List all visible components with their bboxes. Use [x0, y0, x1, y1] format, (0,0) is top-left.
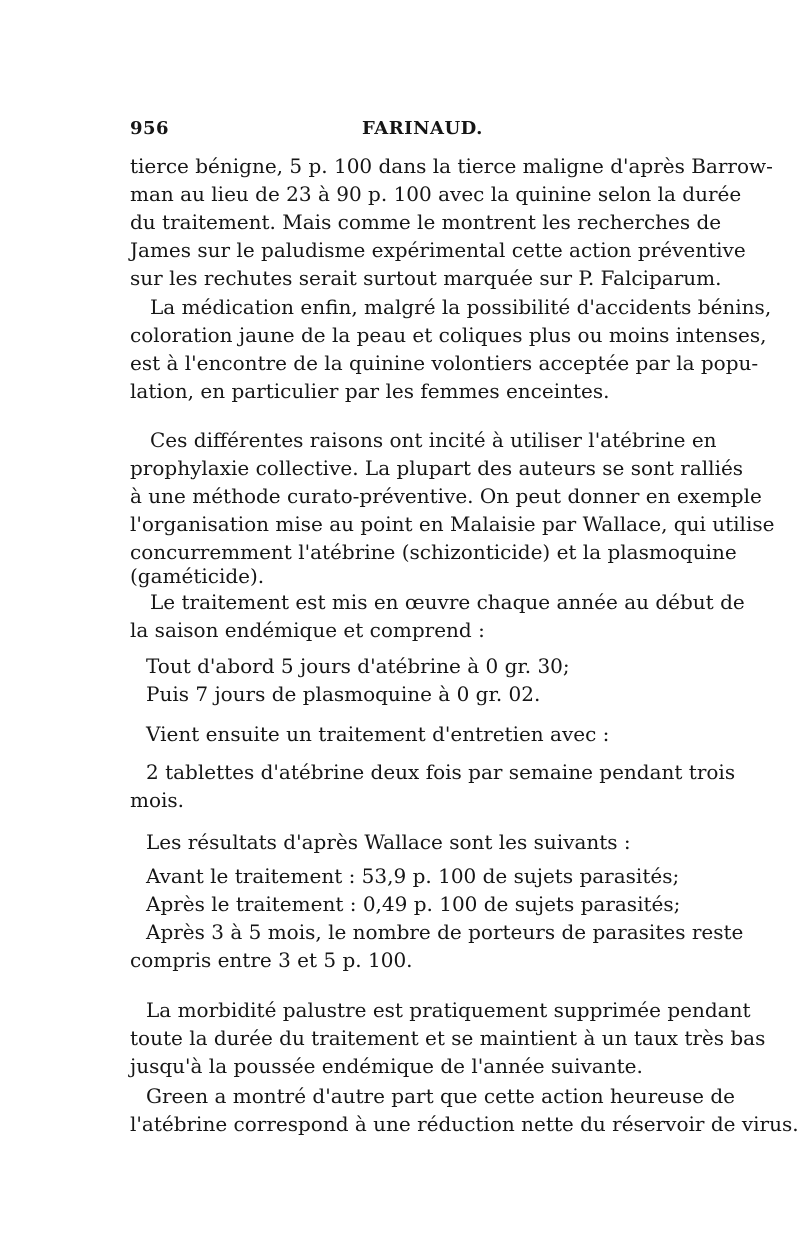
text-line: du traitement. Mais comme le montrent les recherches de: [130, 210, 722, 234]
text-line: lation, en particulier par les femmes enceintes.: [130, 379, 610, 403]
text-line: jusqu'à la poussée endémique de l'année suivante.: [130, 1054, 643, 1078]
text-line: prophylaxie collective. La plupart des auteurs se sont ralliés: [130, 456, 744, 480]
text-line: la saison endémique et comprend :: [130, 618, 485, 642]
text-line: 2 tablettes d'atébrine deux fois par semaine pendant trois: [146, 760, 736, 784]
text-line: Puis 7 jours de plasmoquine à 0 gr. 02.: [146, 682, 541, 706]
text-line: La morbidité palustre est pratiquement supprimée pendant: [146, 998, 751, 1022]
text-line: Ces différentes raisons ont incité à utiliser l'atébrine en: [150, 428, 717, 452]
text-line: Le traitement est mis en œuvre chaque année au début de: [150, 590, 745, 614]
text-line: Avant le traitement : 53,9 p. 100 de sujets parasités;: [146, 864, 680, 888]
text-line: toute la durée du traitement et se maintient à un taux très bas: [130, 1026, 766, 1050]
text-line: mois.: [130, 788, 185, 812]
page-header: [130, 118, 680, 148]
text-line: Après 3 à 5 mois, le nombre de porteurs de parasites reste: [146, 920, 744, 944]
text-line: man au lieu de 23 à 90 p. 100 avec la quinine selon la durée: [130, 182, 742, 206]
text-line: Green a montré d'autre part que cette action heureuse de: [146, 1084, 735, 1108]
text-line: concurremment l'atébrine (schizonticide) et la plasmoquine: [130, 540, 737, 564]
text-line: Les résultats d'après Wallace sont les suivants :: [146, 830, 631, 854]
running-head: FARINAUD.: [362, 118, 483, 139]
text-line: sur les rechutes serait surtout marquée sur P. Falciparum.: [130, 266, 722, 290]
text-line: compris entre 3 et 5 p. 100.: [130, 948, 413, 972]
text-line: James sur le paludisme expérimental cette action préventive: [130, 238, 746, 262]
text-line: Vient ensuite un traitement d'entretien avec :: [146, 722, 610, 746]
text-line: La médication enfin, malgré la possibilité d'accidents bénins,: [150, 295, 772, 319]
text-line: Après le traitement : 0,49 p. 100 de sujets parasités;: [146, 892, 681, 916]
text-line: tierce bénigne, 5 p. 100 dans la tierce maligne d'après Barrow-: [130, 154, 773, 178]
text-line: à une méthode curato-préventive. On peut donner en exemple: [130, 484, 762, 508]
text-line: (gaméticide).: [130, 564, 265, 588]
page-number: 956: [130, 118, 170, 139]
text-line: coloration jaune de la peau et coliques plus ou moins intenses,: [130, 323, 767, 347]
text-line: est à l'encontre de la quinine volontiers acceptée par la popu-: [130, 351, 759, 375]
text-line: l'organisation mise au point en Malaisie par Wallace, qui utilise: [130, 512, 775, 536]
text-line: Tout d'abord 5 jours d'atébrine à 0 gr. 30;: [146, 654, 570, 678]
text-line: l'atébrine correspond à une réduction nette du réservoir de virus.: [130, 1112, 799, 1136]
